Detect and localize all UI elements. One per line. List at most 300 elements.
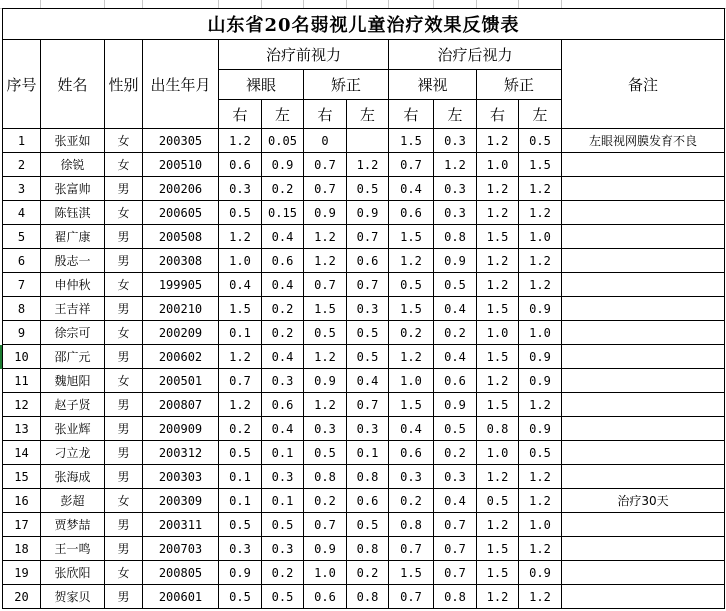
header-right[interactable]: 右	[389, 100, 434, 129]
header-before-corrected[interactable]: 矫正	[304, 70, 389, 100]
table-row	[3, 153, 725, 177]
cell-after-naked-right[interactable]: 1.5	[389, 561, 434, 585]
cell-after-naked-left[interactable]: 0.5	[434, 417, 477, 441]
cell-birth[interactable]: 200501	[143, 369, 219, 393]
cell-gender[interactable]: 男	[105, 585, 143, 609]
cell-before-corrected-right[interactable]: 0.7	[304, 153, 347, 177]
cell-after-naked-left[interactable]: 0.5	[434, 273, 477, 297]
cell-birth[interactable]: 200601	[143, 585, 219, 609]
cell-after-naked-right[interactable]: 0.6	[389, 201, 434, 225]
cell-before-naked-right[interactable]: 1.2	[219, 393, 262, 417]
cell-before-naked-right[interactable]: 1.2	[219, 129, 262, 153]
cell-after-naked-right[interactable]: 0.4	[389, 177, 434, 201]
cell-before-naked-left[interactable]: 0.6	[262, 249, 304, 273]
cell-gender[interactable]: 男	[105, 297, 143, 321]
cell-after-naked-left[interactable]: 0.2	[434, 321, 477, 345]
cell-after-corrected-left[interactable]: 0.5	[519, 129, 562, 153]
header-birth[interactable]: 出生年月	[143, 40, 219, 129]
cell-seq[interactable]: 11	[3, 369, 41, 393]
cell-before-naked-right[interactable]: 0.5	[219, 201, 262, 225]
cell-after-naked-left[interactable]: 0.3	[434, 201, 477, 225]
cell-before-naked-right[interactable]: 0.5	[219, 441, 262, 465]
cell-name[interactable]: 王吉祥	[41, 297, 105, 321]
cell-before-naked-left[interactable]: 0.3	[262, 369, 304, 393]
cell-birth[interactable]: 200605	[143, 201, 219, 225]
table-row	[3, 345, 725, 369]
cell-after-corrected-left[interactable]: 1.2	[519, 465, 562, 489]
cell-before-corrected-right[interactable]: 0.9	[304, 537, 347, 561]
cell-after-corrected-left[interactable]: 1.5	[519, 153, 562, 177]
cell-after-naked-left[interactable]: 0.3	[434, 129, 477, 153]
cell-before-naked-left[interactable]: 0.6	[262, 393, 304, 417]
table-row	[3, 441, 725, 465]
table-row	[3, 537, 725, 561]
feedback-table	[2, 8, 725, 609]
cell-before-naked-right[interactable]: 0.1	[219, 321, 262, 345]
cell-after-naked-right[interactable]: 0.7	[389, 537, 434, 561]
header-before-treatment[interactable]: 治疗前视力	[219, 40, 389, 70]
cell-before-naked-right[interactable]: 0.9	[219, 561, 262, 585]
cell-before-corrected-left[interactable]: 0.7	[347, 225, 389, 249]
cell-birth[interactable]: 199905	[143, 273, 219, 297]
cell-note[interactable]	[562, 273, 725, 297]
cell-seq[interactable]: 9	[3, 321, 41, 345]
cell-before-corrected-right[interactable]: 0.9	[304, 201, 347, 225]
cell-name[interactable]: 申仲秋	[41, 273, 105, 297]
cell-name[interactable]: 张海成	[41, 465, 105, 489]
cell-after-naked-left[interactable]: 0.7	[434, 537, 477, 561]
cell-after-corrected-right[interactable]: 1.2	[477, 129, 519, 153]
header-name[interactable]: 姓名	[41, 40, 105, 129]
cell-gender[interactable]: 女	[105, 489, 143, 513]
header-note[interactable]: 备注	[562, 40, 725, 129]
table-row	[3, 129, 725, 153]
header-seq[interactable]: 序号	[3, 40, 41, 129]
cell-after-naked-right[interactable]: 0.8	[389, 513, 434, 537]
cell-gender[interactable]: 男	[105, 225, 143, 249]
cell-after-naked-right[interactable]: 0.7	[389, 153, 434, 177]
table-row	[3, 561, 725, 585]
cell-name[interactable]: 殷志一	[41, 249, 105, 273]
cell-before-corrected-right[interactable]: 0.3	[304, 417, 347, 441]
cell-before-naked-left[interactable]: 0.4	[262, 345, 304, 369]
cell-birth[interactable]: 200308	[143, 249, 219, 273]
cell-birth[interactable]: 200209	[143, 321, 219, 345]
cell-after-corrected-left[interactable]: 1.2	[519, 273, 562, 297]
cell-seq[interactable]: 15	[3, 465, 41, 489]
cell-after-corrected-left[interactable]: 1.0	[519, 225, 562, 249]
cell-before-naked-left[interactable]: 0.4	[262, 225, 304, 249]
cell-gender[interactable]: 男	[105, 417, 143, 441]
table-row	[3, 321, 725, 345]
cell-after-corrected-left[interactable]: 1.2	[519, 393, 562, 417]
cell-before-naked-left[interactable]: 0.2	[262, 561, 304, 585]
cell-after-naked-left[interactable]: 0.4	[434, 489, 477, 513]
cell-after-corrected-right[interactable]: 1.5	[477, 297, 519, 321]
table-row	[3, 273, 725, 297]
cell-after-naked-right[interactable]: 1.2	[389, 345, 434, 369]
cell-birth[interactable]: 200305	[143, 129, 219, 153]
cell-name[interactable]: 彭超	[41, 489, 105, 513]
cell-gender[interactable]: 男	[105, 177, 143, 201]
cell-before-corrected-right[interactable]: 0	[304, 129, 347, 153]
cell-seq[interactable]: 10	[3, 345, 41, 369]
cell-after-corrected-right[interactable]: 1.2	[477, 273, 519, 297]
cell-note[interactable]	[562, 201, 725, 225]
table-row	[3, 225, 725, 249]
cell-birth[interactable]: 200309	[143, 489, 219, 513]
header-gender[interactable]: 性别	[105, 40, 143, 129]
cell-before-naked-left[interactable]: 0.5	[262, 513, 304, 537]
cell-before-corrected-right[interactable]: 1.5	[304, 297, 347, 321]
cell-before-corrected-right[interactable]: 0.8	[304, 465, 347, 489]
cell-after-naked-left[interactable]: 0.4	[434, 345, 477, 369]
cell-note[interactable]: 治疗30天	[562, 489, 725, 513]
cell-after-corrected-right[interactable]: 1.0	[477, 441, 519, 465]
cell-birth[interactable]: 200311	[143, 513, 219, 537]
cell-name[interactable]: 陈钰淇	[41, 201, 105, 225]
cell-after-corrected-right[interactable]: 1.2	[477, 513, 519, 537]
cell-after-corrected-right[interactable]: 1.5	[477, 393, 519, 417]
cell-note[interactable]	[562, 225, 725, 249]
cell-gender[interactable]: 男	[105, 513, 143, 537]
cell-after-naked-left[interactable]: 0.6	[434, 369, 477, 393]
table-row	[3, 249, 725, 273]
cell-after-naked-left[interactable]: 0.7	[434, 513, 477, 537]
cell-note[interactable]	[562, 537, 725, 561]
cell-name[interactable]: 刁立龙	[41, 441, 105, 465]
cell-seq[interactable]: 13	[3, 417, 41, 441]
cell-gender[interactable]: 女	[105, 273, 143, 297]
cell-birth[interactable]: 200703	[143, 537, 219, 561]
cell-before-corrected-left[interactable]: 0.8	[347, 585, 389, 609]
cell-name[interactable]: 张欣阳	[41, 561, 105, 585]
cell-birth[interactable]: 200206	[143, 177, 219, 201]
row-selection-marker	[0, 345, 2, 369]
cell-after-corrected-right[interactable]: 1.2	[477, 201, 519, 225]
cell-after-naked-left[interactable]: 0.7	[434, 561, 477, 585]
cell-after-corrected-right[interactable]: 1.0	[477, 321, 519, 345]
cell-after-corrected-right[interactable]: 1.0	[477, 153, 519, 177]
cell-after-naked-right[interactable]: 1.5	[389, 393, 434, 417]
cell-after-naked-left[interactable]: 1.2	[434, 153, 477, 177]
cell-after-naked-right[interactable]: 1.2	[389, 249, 434, 273]
cell-before-naked-right[interactable]: 1.2	[219, 345, 262, 369]
cell-before-corrected-right[interactable]: 0.7	[304, 513, 347, 537]
cell-before-corrected-left[interactable]: 1.2	[347, 153, 389, 177]
header-after-naked[interactable]: 裸视	[389, 70, 477, 100]
table-row	[3, 465, 725, 489]
cell-after-naked-left[interactable]: 0.8	[434, 225, 477, 249]
cell-gender[interactable]: 男	[105, 249, 143, 273]
cell-after-corrected-left[interactable]: 1.2	[519, 489, 562, 513]
cell-before-naked-right[interactable]: 0.1	[219, 465, 262, 489]
cell-note[interactable]	[562, 249, 725, 273]
header-before-naked[interactable]: 裸眼	[219, 70, 304, 100]
cell-after-corrected-left[interactable]: 0.9	[519, 369, 562, 393]
cell-seq[interactable]: 8	[3, 297, 41, 321]
cell-birth[interactable]: 200602	[143, 345, 219, 369]
cell-seq[interactable]: 18	[3, 537, 41, 561]
cell-before-corrected-left[interactable]: 0.2	[347, 561, 389, 585]
table-row	[3, 297, 725, 321]
table-row	[3, 369, 725, 393]
cell-after-naked-right[interactable]: 0.4	[389, 417, 434, 441]
cell-note[interactable]	[562, 369, 725, 393]
cell-seq[interactable]: 16	[3, 489, 41, 513]
table-row	[3, 417, 725, 441]
cell-before-corrected-right[interactable]: 0.9	[304, 369, 347, 393]
cell-before-naked-right[interactable]: 1.2	[219, 225, 262, 249]
cell-note[interactable]	[562, 177, 725, 201]
cell-after-naked-left[interactable]: 0.8	[434, 585, 477, 609]
cell-before-corrected-right[interactable]: 0.5	[304, 321, 347, 345]
cell-birth[interactable]: 200210	[143, 297, 219, 321]
header-left[interactable]: 左	[434, 100, 477, 129]
cell-after-corrected-right[interactable]: 1.2	[477, 249, 519, 273]
table-row	[3, 201, 725, 225]
cell-after-naked-right[interactable]: 0.3	[389, 465, 434, 489]
cell-after-corrected-left[interactable]: 1.2	[519, 177, 562, 201]
cell-before-corrected-left[interactable]: 0.1	[347, 441, 389, 465]
cell-gender[interactable]: 男	[105, 537, 143, 561]
cell-after-corrected-left[interactable]: 0.9	[519, 417, 562, 441]
cell-after-naked-right[interactable]: 1.5	[389, 297, 434, 321]
cell-name[interactable]: 赵子贤	[41, 393, 105, 417]
header-after-corrected[interactable]: 矫正	[477, 70, 562, 100]
cell-seq[interactable]: 4	[3, 201, 41, 225]
cell-gender[interactable]: 女	[105, 561, 143, 585]
cell-after-naked-right[interactable]: 0.2	[389, 489, 434, 513]
cell-before-naked-left[interactable]: 0.4	[262, 273, 304, 297]
cell-after-naked-right[interactable]: 0.5	[389, 273, 434, 297]
cell-seq[interactable]: 2	[3, 153, 41, 177]
cell-before-naked-left[interactable]: 0.2	[262, 177, 304, 201]
header-right[interactable]: 右	[219, 100, 262, 129]
cell-before-corrected-left[interactable]: 0.9	[347, 201, 389, 225]
cell-after-corrected-right[interactable]: 1.5	[477, 561, 519, 585]
cell-after-corrected-right[interactable]: 0.5	[477, 489, 519, 513]
cell-gender[interactable]: 女	[105, 129, 143, 153]
cell-before-corrected-right[interactable]: 1.2	[304, 225, 347, 249]
cell-before-naked-right[interactable]: 0.3	[219, 537, 262, 561]
cell-before-corrected-right[interactable]: 0.5	[304, 441, 347, 465]
cell-after-corrected-right[interactable]: 1.2	[477, 585, 519, 609]
cell-seq[interactable]: 1	[3, 129, 41, 153]
cell-before-naked-right[interactable]: 0.2	[219, 417, 262, 441]
cell-after-naked-right[interactable]: 0.2	[389, 321, 434, 345]
cell-after-corrected-left[interactable]: 0.9	[519, 561, 562, 585]
cell-before-naked-left[interactable]: 0.2	[262, 297, 304, 321]
cell-before-corrected-left[interactable]: 0.6	[347, 489, 389, 513]
cell-before-corrected-left[interactable]: 0.4	[347, 369, 389, 393]
cell-after-naked-left[interactable]: 0.3	[434, 177, 477, 201]
cell-seq[interactable]: 19	[3, 561, 41, 585]
cell-after-corrected-left[interactable]: 0.9	[519, 297, 562, 321]
cell-name[interactable]: 邵广元	[41, 345, 105, 369]
cell-birth[interactable]: 200805	[143, 561, 219, 585]
cell-after-naked-right[interactable]: 0.7	[389, 585, 434, 609]
cell-before-corrected-left[interactable]: 0.5	[347, 177, 389, 201]
cell-after-naked-right[interactable]: 1.5	[389, 225, 434, 249]
cell-before-naked-left[interactable]: 0.15	[262, 201, 304, 225]
table-row	[3, 513, 725, 537]
cell-before-corrected-right[interactable]: 0.6	[304, 585, 347, 609]
cell-before-naked-left[interactable]: 0.2	[262, 321, 304, 345]
cell-note[interactable]	[562, 345, 725, 369]
cell-before-naked-right[interactable]: 0.5	[219, 585, 262, 609]
cell-before-corrected-left[interactable]: 0.3	[347, 297, 389, 321]
cell-gender[interactable]: 男	[105, 465, 143, 489]
cell-before-corrected-left[interactable]: 0.5	[347, 321, 389, 345]
cell-after-naked-left[interactable]: 0.9	[434, 249, 477, 273]
cell-note[interactable]	[562, 153, 725, 177]
cell-before-corrected-right[interactable]: 0.7	[304, 273, 347, 297]
header-left[interactable]: 左	[519, 100, 562, 129]
cell-before-naked-left[interactable]: 0.3	[262, 465, 304, 489]
cell-before-naked-left[interactable]: 0.9	[262, 153, 304, 177]
cell-before-naked-left[interactable]: 0.1	[262, 441, 304, 465]
cell-gender[interactable]: 女	[105, 201, 143, 225]
cell-note[interactable]	[562, 513, 725, 537]
cell-after-corrected-left[interactable]: 1.0	[519, 321, 562, 345]
cell-before-naked-left[interactable]: 0.5	[262, 585, 304, 609]
cell-note[interactable]	[562, 321, 725, 345]
cell-note[interactable]	[562, 297, 725, 321]
cell-name[interactable]: 徐锐	[41, 153, 105, 177]
table-title: 山东省20名弱视儿童治疗效果反馈表	[3, 9, 725, 40]
cell-before-corrected-right[interactable]: 0.7	[304, 177, 347, 201]
cell-before-corrected-left[interactable]: 0.5	[347, 345, 389, 369]
table-row	[3, 393, 725, 417]
cell-after-corrected-left[interactable]: 1.2	[519, 585, 562, 609]
cell-before-corrected-right[interactable]: 1.0	[304, 561, 347, 585]
header-left[interactable]: 左	[347, 100, 389, 129]
cell-before-corrected-right[interactable]: 1.2	[304, 393, 347, 417]
cell-before-naked-right[interactable]: 0.1	[219, 489, 262, 513]
cell-after-corrected-right[interactable]: 0.8	[477, 417, 519, 441]
cell-birth[interactable]: 200510	[143, 153, 219, 177]
cell-before-corrected-left[interactable]: 0.8	[347, 537, 389, 561]
cell-note[interactable]: 左眼视网膜发育不良	[562, 129, 725, 153]
cell-before-naked-right[interactable]: 1.5	[219, 297, 262, 321]
cell-before-naked-right[interactable]: 1.0	[219, 249, 262, 273]
cell-name[interactable]: 贺家贝	[41, 585, 105, 609]
cell-after-corrected-left[interactable]: 1.2	[519, 201, 562, 225]
cell-after-corrected-right[interactable]: 1.2	[477, 177, 519, 201]
cell-after-corrected-right[interactable]: 1.5	[477, 225, 519, 249]
cell-birth[interactable]: 200312	[143, 441, 219, 465]
cell-seq[interactable]: 20	[3, 585, 41, 609]
cell-name[interactable]: 张业辉	[41, 417, 105, 441]
cell-after-corrected-right[interactable]: 1.5	[477, 345, 519, 369]
cell-before-naked-right[interactable]: 0.4	[219, 273, 262, 297]
cell-seq[interactable]: 3	[3, 177, 41, 201]
header-right[interactable]: 右	[304, 100, 347, 129]
table-row	[3, 489, 725, 513]
cell-after-naked-right[interactable]: 1.5	[389, 129, 434, 153]
cell-seq[interactable]: 12	[3, 393, 41, 417]
cell-after-naked-right[interactable]: 0.6	[389, 441, 434, 465]
cell-gender[interactable]: 女	[105, 321, 143, 345]
cell-before-naked-right[interactable]: 0.3	[219, 177, 262, 201]
cell-birth[interactable]: 200303	[143, 465, 219, 489]
cell-name[interactable]: 张亚如	[41, 129, 105, 153]
cell-before-corrected-left[interactable]: 0.7	[347, 273, 389, 297]
cell-after-naked-left[interactable]: 0.3	[434, 465, 477, 489]
cell-birth[interactable]: 200807	[143, 393, 219, 417]
cell-note[interactable]	[562, 585, 725, 609]
cell-note[interactable]	[562, 441, 725, 465]
cell-after-naked-left[interactable]: 0.2	[434, 441, 477, 465]
cell-birth[interactable]: 200909	[143, 417, 219, 441]
cell-before-corrected-left[interactable]: 0.5	[347, 513, 389, 537]
header-right[interactable]: 右	[477, 100, 519, 129]
cell-seq[interactable]: 5	[3, 225, 41, 249]
cell-after-corrected-right[interactable]: 1.5	[477, 537, 519, 561]
cell-name[interactable]: 徐宗可	[41, 321, 105, 345]
cell-name[interactable]: 贾梦喆	[41, 513, 105, 537]
cell-before-naked-left[interactable]: 0.1	[262, 489, 304, 513]
cell-before-naked-left[interactable]: 0.05	[262, 129, 304, 153]
cell-note[interactable]	[562, 561, 725, 585]
cell-note[interactable]	[562, 417, 725, 441]
cell-before-naked-left[interactable]: 0.3	[262, 537, 304, 561]
cell-after-corrected-left[interactable]: 1.2	[519, 249, 562, 273]
cell-seq[interactable]: 7	[3, 273, 41, 297]
cell-after-corrected-left[interactable]: 1.0	[519, 513, 562, 537]
cell-note[interactable]	[562, 465, 725, 489]
cell-seq[interactable]: 6	[3, 249, 41, 273]
cell-after-corrected-left[interactable]: 0.5	[519, 441, 562, 465]
cell-birth[interactable]: 200508	[143, 225, 219, 249]
cell-before-naked-left[interactable]: 0.4	[262, 417, 304, 441]
cell-after-corrected-left[interactable]: 0.9	[519, 345, 562, 369]
cell-note[interactable]	[562, 393, 725, 417]
cell-gender[interactable]: 男	[105, 441, 143, 465]
cell-before-corrected-left[interactable]: 0.7	[347, 393, 389, 417]
cell-after-corrected-right[interactable]: 1.2	[477, 369, 519, 393]
cell-before-corrected-left[interactable]: 0.8	[347, 465, 389, 489]
cell-after-naked-left[interactable]: 0.9	[434, 393, 477, 417]
cell-gender[interactable]: 女	[105, 369, 143, 393]
header-left[interactable]: 左	[262, 100, 304, 129]
cell-seq[interactable]: 17	[3, 513, 41, 537]
cell-before-corrected-right[interactable]: 0.2	[304, 489, 347, 513]
cell-after-corrected-right[interactable]: 1.2	[477, 465, 519, 489]
cell-name[interactable]: 魏旭阳	[41, 369, 105, 393]
cell-before-corrected-left[interactable]: 0.6	[347, 249, 389, 273]
cell-before-naked-right[interactable]: 0.5	[219, 513, 262, 537]
header-after-treatment[interactable]: 治疗后视力	[389, 40, 562, 70]
cell-before-corrected-right[interactable]: 1.2	[304, 249, 347, 273]
cell-before-naked-right[interactable]: 0.6	[219, 153, 262, 177]
cell-seq[interactable]: 14	[3, 441, 41, 465]
cell-before-naked-right[interactable]: 0.7	[219, 369, 262, 393]
cell-after-naked-right[interactable]: 1.0	[389, 369, 434, 393]
cell-after-naked-left[interactable]: 0.4	[434, 297, 477, 321]
cell-name[interactable]: 王一鸣	[41, 537, 105, 561]
cell-gender[interactable]: 女	[105, 153, 143, 177]
cell-before-corrected-left[interactable]	[347, 129, 389, 153]
cell-before-corrected-left[interactable]: 0.3	[347, 417, 389, 441]
cell-before-corrected-right[interactable]: 1.2	[304, 345, 347, 369]
cell-gender[interactable]: 男	[105, 345, 143, 369]
cell-name[interactable]: 张富帅	[41, 177, 105, 201]
cell-after-corrected-left[interactable]: 1.2	[519, 537, 562, 561]
cell-name[interactable]: 翟广康	[41, 225, 105, 249]
cell-gender[interactable]: 男	[105, 393, 143, 417]
